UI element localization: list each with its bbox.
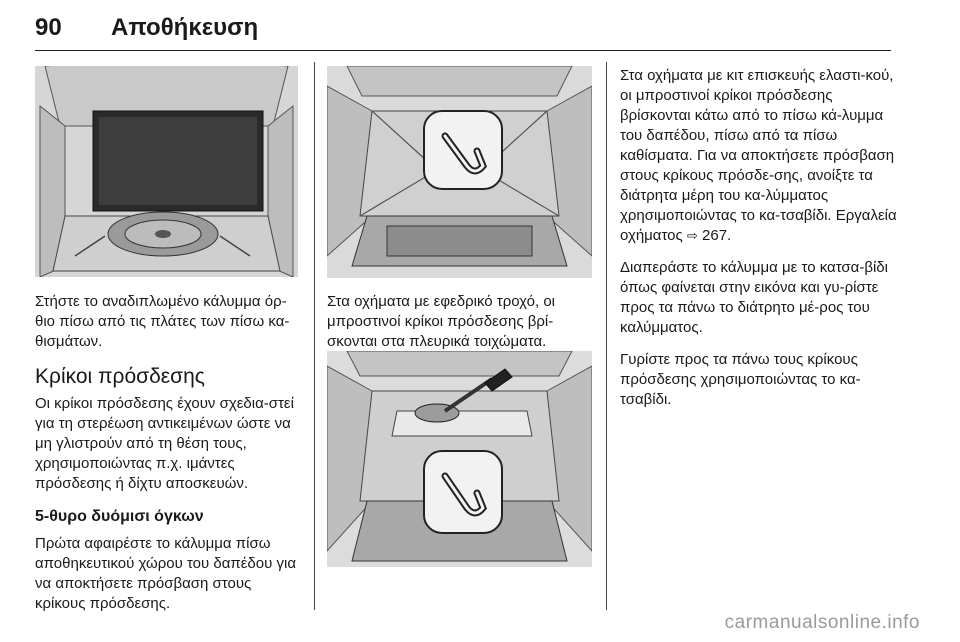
column-middle bbox=[327, 292, 592, 364]
figure-caption-2: Στα οχήματα με εφεδρικό τροχό, οι μπροστινοί κρίκοι πρόσδεσης βρί-σκονται στα πλευρικά τοιχώματα. bbox=[327, 293, 555, 350]
paragraph-repair-kit bbox=[620, 66, 900, 246]
paragraph-turn-hooks: Γυρίστε προς τα πάνω τους κρίκους πρόσδεσης χρησιμοποιώντας το κα-τσαβίδι. bbox=[620, 351, 861, 408]
cross-reference-link[interactable]: 267. bbox=[702, 227, 732, 244]
cross-reference-arrow-icon: ⇨ bbox=[686, 228, 698, 243]
subsection-heading: 5-θυρο δυόμισι όγκων bbox=[35, 508, 204, 525]
page-header bbox=[0, 0, 960, 52]
figure-side-wall-hooks bbox=[327, 66, 592, 278]
figure-folded-cover bbox=[35, 66, 298, 277]
section-heading: Κρίκοι πρόσδεσης bbox=[35, 365, 205, 388]
header-rule bbox=[35, 50, 891, 51]
column-divider-1 bbox=[314, 62, 315, 610]
paragraph-pierce-cover: Διαπεράστε το κάλυμμα με το κατσα-βίδι όπως φαίνεται στην εικόνα και γυ-ρίστε προς τα πάνω το διάτρητο μέ-ρος του καλύμματος. bbox=[620, 259, 888, 336]
paragraph-remove-cover: Πρώτα αφαιρέστε το κάλυμμα πίσω αποθηκευτικού χώρου του δαπέδου για να αποκτήσετε πρόσβαση στους κρίκους πρόσδεσης. bbox=[35, 535, 296, 612]
paragraph-intro: Οι κρίκοι πρόσδεσης έχουν σχεδια-στεί για τη στερέωση αντικειμένων ώστε να μη γλιστρούν από τη θέση τους, χρησιμοποιώντας π.χ. ιμάντες πρόσδεσης ή δίχτυ αποσκευών. bbox=[35, 395, 294, 492]
illustration-floor-hooks bbox=[327, 351, 592, 567]
figure-floor-hooks-screwdriver bbox=[327, 351, 592, 567]
page-title: Αποθήκευση bbox=[111, 14, 259, 41]
illustration-trunk-side-hooks bbox=[327, 66, 592, 278]
column-divider-2 bbox=[606, 62, 607, 610]
figure-caption-1: Στήστε το αναδιπλωμένο κάλυμμα όρ-θιο πίσω από τις πλάτες των πίσω κα-θισμάτων. bbox=[35, 293, 290, 350]
column-left bbox=[35, 292, 305, 626]
page-number: 90 bbox=[35, 14, 62, 41]
column-right bbox=[620, 66, 900, 422]
illustration-cargo-cover bbox=[35, 66, 298, 277]
watermark: carmanualsonline.info bbox=[724, 612, 920, 633]
paragraph-repair-kit-text: Στα οχήματα με κιτ επισκευής ελαστι-κού, οι μπροστινοί κρίκοι πρόσδεσης βρίσκονται κάτω από το πίσω κά-λυμμα του δαπέδου, πίσω από τα πίσω καθίσματα. Για να αποκτήσετε πρόσβαση στους κρίκους πρόσδε-σης, ανοίξτε τα διάτρητα μέρη του κα-λύμματος χρησιμοποιώντας το κα-τσαβίδι. Εργαλεία οχήματος bbox=[620, 67, 897, 244]
